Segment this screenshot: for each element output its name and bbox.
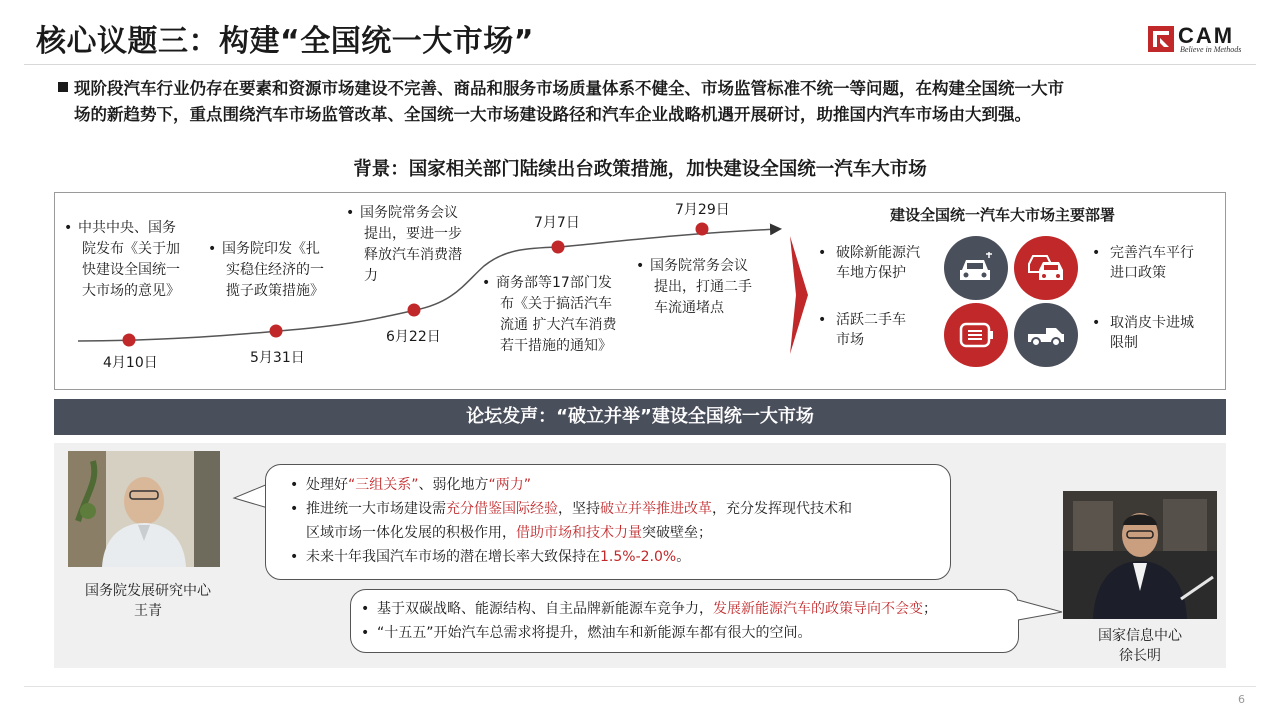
speech-bubble-2 xyxy=(350,589,1019,653)
chevron-right-icon xyxy=(790,236,810,354)
timeline-date-5: 7月29日 xyxy=(675,202,730,218)
intro-line-1: 现阶段汽车行业仍存在要素和资源市场建设不完善、商品和服务市场质量体系不健全、市场监管标准不统一等问题，在构建全国统一大市 xyxy=(74,79,1064,98)
bubble-1-point-2: • 推进统一大市场建设需充分借鉴国际经验，坚持破立并举推进改革，充分发挥现代技术和 区域市场一体化发展的积极作用，借助市场和技术力量突破壁垒； xyxy=(288,497,936,545)
timeline-date-1: 4月10日 xyxy=(103,355,158,371)
timeline-event-1: • 中共中央、国务 院发布《关于加 快建设全国统一 大市场的意见》 xyxy=(64,220,180,299)
timeline-date-2: 5月31日 xyxy=(250,350,305,366)
timeline-dot-5 xyxy=(696,223,709,236)
logo-text: CAM xyxy=(1178,23,1235,48)
timeline-event-2: • 国务院印发《扎 实稳住经济的一 揽子政策措施》 xyxy=(208,241,324,299)
timeline-event-4: • 商务部等17部门发 布《关于搞活汽车 流通 扩大汽车消费 若干措施的通知》 xyxy=(482,275,617,354)
timeline-dot-2 xyxy=(270,325,283,338)
bubble-2-tail xyxy=(1016,596,1066,626)
cars-icon xyxy=(1014,236,1078,300)
bubble-1-point-3: • 未来十年我国汽车市场的潜在增长率大致保持在1.5%-2.0%。 xyxy=(288,545,936,569)
timeline-dot-3 xyxy=(408,304,421,317)
battery-icon xyxy=(944,303,1008,367)
footer-divider xyxy=(24,686,1256,687)
timeline-event-3: • 国务院常务会议 提出，要进一步 释放汽车消费潜 力 xyxy=(346,205,462,284)
logo-subtitle: Believe in Methods xyxy=(1180,45,1242,54)
intro-line-2: 场的新趋势下，重点围绕汽车市场监管改革、全国统一大市场建设路径和汽车企业战略机遇开展研讨，助推国内汽车市场由大到强。 xyxy=(74,105,1031,124)
bubble-2-point-2: • “十五五”开始汽车总需求将提升，燃油车和新能源车都有很大的空间。 xyxy=(359,621,1004,645)
deployment-title: 建设全国统一汽车大市场主要部署 xyxy=(890,206,1116,224)
speech-bubble-1 xyxy=(265,464,951,580)
speaker-1-caption: 国务院发展研究中心 王青 xyxy=(85,583,211,619)
bubble-2-point-1: • 基于双碳战略、能源结构、自主品牌新能源车竞争力，发展新能源汽车的政策导向不会变； xyxy=(359,597,1004,621)
deployment-item-3: • 完善汽车平行 进口政策 xyxy=(1092,245,1194,281)
timeline-dot-4 xyxy=(552,241,565,254)
forum-title-bar: 论坛发声：“破立并举”建设全国统一大市场 xyxy=(54,399,1226,435)
timeline-event-5: • 国务院常务会议 提出，打通二手 车流通堵点 xyxy=(636,258,752,316)
background-title: 背景：国家相关部门陆续出台政策措施，加快建设全国统一汽车大市场 xyxy=(353,159,927,180)
deployment-item-4: • 取消皮卡进城 限制 xyxy=(1092,315,1194,351)
timeline-dot-1 xyxy=(123,334,136,347)
speaker-2-photo xyxy=(1063,491,1217,619)
pickup-truck-icon xyxy=(1014,303,1078,367)
page-number: 6 xyxy=(1238,693,1245,706)
speaker-2-caption: 国家信息中心 徐长明 xyxy=(1098,628,1182,664)
bubble-1-point-1: • 处理好“三组关系”、弱化地方“两力” xyxy=(288,473,936,497)
bullet-square-icon xyxy=(58,82,68,92)
speaker-1-photo xyxy=(68,451,220,567)
timeline-date-4: 7月7日 xyxy=(534,215,580,231)
deployment-item-2: • 活跃二手车 市场 xyxy=(818,312,906,348)
deployment-item-1: • 破除新能源汽 车地方保护 xyxy=(818,245,920,281)
cam-logo-mark-icon xyxy=(1148,26,1174,52)
cam-logo xyxy=(1148,23,1258,56)
intro-paragraph xyxy=(58,76,1258,128)
header-divider xyxy=(24,64,1256,65)
timeline-date-3: 6月22日 xyxy=(386,329,441,345)
ev-car-icon xyxy=(944,236,1008,300)
page-title: 核心议题三：构建“全国统一大市场” xyxy=(36,24,534,59)
